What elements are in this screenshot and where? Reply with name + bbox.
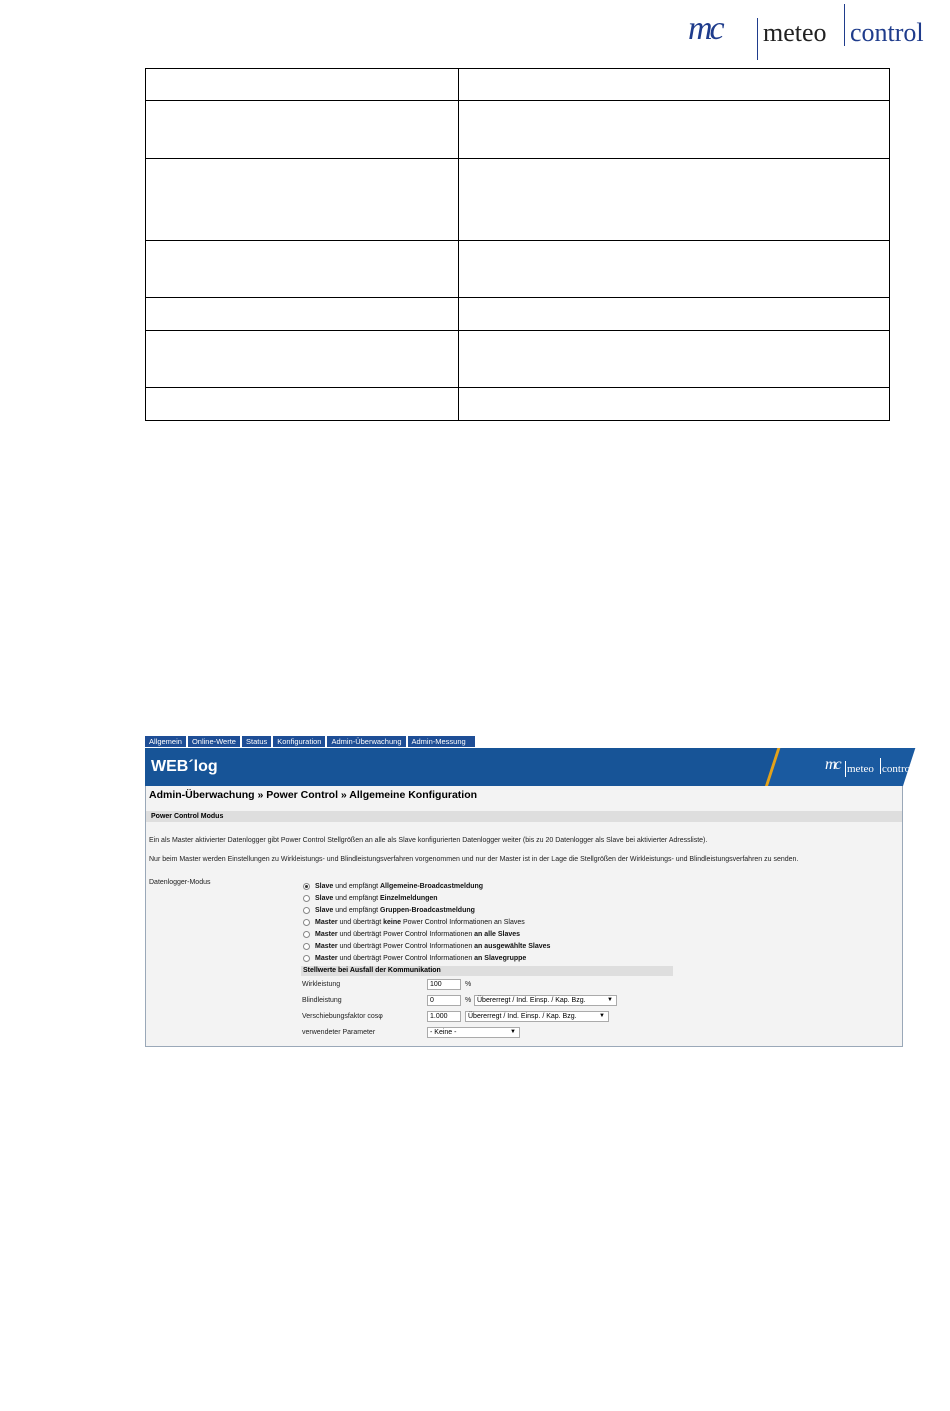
table-cell — [459, 298, 890, 331]
table-row — [146, 331, 890, 388]
table-cell — [146, 298, 459, 331]
chevron-down-icon: ▼ — [599, 1013, 605, 1019]
table-row — [146, 101, 890, 159]
blindleistung-mode-select[interactable] — [474, 995, 617, 1006]
table-cell — [146, 101, 459, 159]
radio-button[interactable] — [303, 919, 310, 926]
header-logo-control: control — [882, 763, 914, 775]
radio-button[interactable] — [303, 907, 310, 914]
tab-online-werte[interactable]: Online-Werte — [188, 736, 240, 747]
radio-button[interactable] — [303, 955, 310, 962]
radio-button[interactable] — [303, 931, 310, 938]
radio-option[interactable]: Master und überträgt Power Control Informationen an alle Slaves — [303, 929, 520, 940]
table-cell — [146, 159, 459, 241]
table-cell — [146, 241, 459, 298]
chevron-down-icon: ▼ — [607, 997, 613, 1003]
meteocontrol-logo — [688, 4, 944, 60]
cosphi-mode-select[interactable] — [465, 1011, 609, 1022]
wirkleistung-label: Wirkleistung — [302, 981, 341, 988]
blindleistung-input[interactable]: 0 — [427, 995, 461, 1006]
table-row — [146, 159, 890, 241]
logo-divider — [844, 4, 845, 46]
blindleistung-unit: % — [465, 997, 472, 1004]
table-row — [146, 298, 890, 331]
tab-status[interactable]: Status — [242, 736, 271, 747]
cosphi-input[interactable]: 1.000 — [427, 1011, 461, 1022]
fallback-section-header — [301, 966, 673, 976]
radio-option[interactable]: Slave und empfängt Allgemeine-Broadcastmeldung — [303, 881, 483, 892]
header-logo — [817, 756, 914, 780]
tab-admin-ueberwachung[interactable]: Admin-Überwachung — [327, 736, 405, 747]
tab-bar — [145, 736, 477, 748]
logo-divider — [845, 761, 846, 777]
logo-divider — [757, 18, 758, 60]
logo-word-meteo: meteo — [763, 18, 827, 47]
section-title: Power Control Modus — [151, 813, 224, 820]
description-text: Nur beim Master werden Einstellungen zu Wirkleistungs- und Blindleistungsverfahren vorgenommen und nur der Master ist in der Lage die Stellgrößen der Wirkleistungs- und Blindleistungsverfahren zu senden. — [149, 856, 799, 863]
table-cell — [459, 331, 890, 388]
radio-button[interactable] — [303, 943, 310, 950]
fallback-section-title: Stellwerte bei Ausfall der Kommunikation — [303, 967, 441, 974]
table-cell — [146, 69, 459, 101]
radio-option[interactable]: Slave und empfängt Einzelmeldungen — [303, 893, 438, 904]
mode-label: Datenlogger-Modus — [149, 879, 211, 886]
logo-mark: mc — [688, 10, 722, 47]
parameter-table — [145, 68, 890, 421]
chevron-down-icon: ▼ — [510, 1029, 516, 1035]
header-logo-mark: mc — [825, 756, 840, 773]
table-cell — [459, 69, 890, 101]
table-cell — [459, 388, 890, 421]
table-cell — [459, 159, 890, 241]
radio-option[interactable]: Master und überträgt Power Control Informationen an ausgewählte Slaves — [303, 941, 550, 952]
app-header — [145, 748, 914, 786]
description-text: Ein als Master aktivierter Datenlogger gibt Power Control Stellgrößen an alle als Slave konfigurierten Datenlogger weiter (bis zu 20 Datenlogger als Slave bei aktivierter Adressliste). — [149, 837, 708, 844]
table-cell — [146, 388, 459, 421]
radio-button[interactable] — [303, 883, 310, 890]
wirkleistung-unit: % — [465, 981, 472, 988]
select-value: - Keine - — [430, 1029, 457, 1036]
cosphi-label: Verschiebungsfaktor cosφ — [302, 1013, 383, 1020]
select-value: Übererregt / Ind. Einsp. / Kap. Bzg. — [468, 1013, 577, 1020]
table-row — [146, 388, 890, 421]
table-row — [146, 241, 890, 298]
header-logo-meteo: meteo — [847, 763, 874, 775]
section-header — [146, 811, 902, 822]
radio-option[interactable]: Master und überträgt Power Control Informationen an Slavegruppe — [303, 953, 526, 964]
radio-button[interactable] — [303, 895, 310, 902]
tab-konfiguration[interactable]: Konfiguration — [273, 736, 325, 747]
logo-divider — [880, 758, 881, 774]
table-cell — [459, 101, 890, 159]
table-cell — [146, 331, 459, 388]
logo-word-control: control — [850, 18, 924, 47]
parameter-select[interactable] — [427, 1027, 520, 1038]
parameter-label: verwendeter Parameter — [302, 1029, 376, 1036]
select-value: Übererregt / Ind. Einsp. / Kap. Bzg. — [477, 997, 586, 1004]
table-cell — [459, 241, 890, 298]
tab-allgemein[interactable]: Allgemein — [145, 736, 186, 747]
wirkleistung-input[interactable]: 100 — [427, 979, 461, 990]
radio-option[interactable]: Slave und empfängt Gruppen-Broadcastmeldung — [303, 905, 475, 916]
breadcrumb: Admin-Überwachung » Power Control » Allgemeine Konfiguration — [149, 789, 478, 801]
blindleistung-label: Blindleistung — [302, 997, 342, 1004]
table-row — [146, 69, 890, 101]
weblog-screenshot — [145, 736, 914, 1047]
content-panel — [145, 786, 903, 1047]
radio-option[interactable]: Master und überträgt keine Power Control Informationen an Slaves — [303, 917, 525, 928]
tab-admin-messung[interactable]: Admin-Messung — [408, 736, 475, 747]
product-title: WEB´log — [151, 758, 218, 775]
